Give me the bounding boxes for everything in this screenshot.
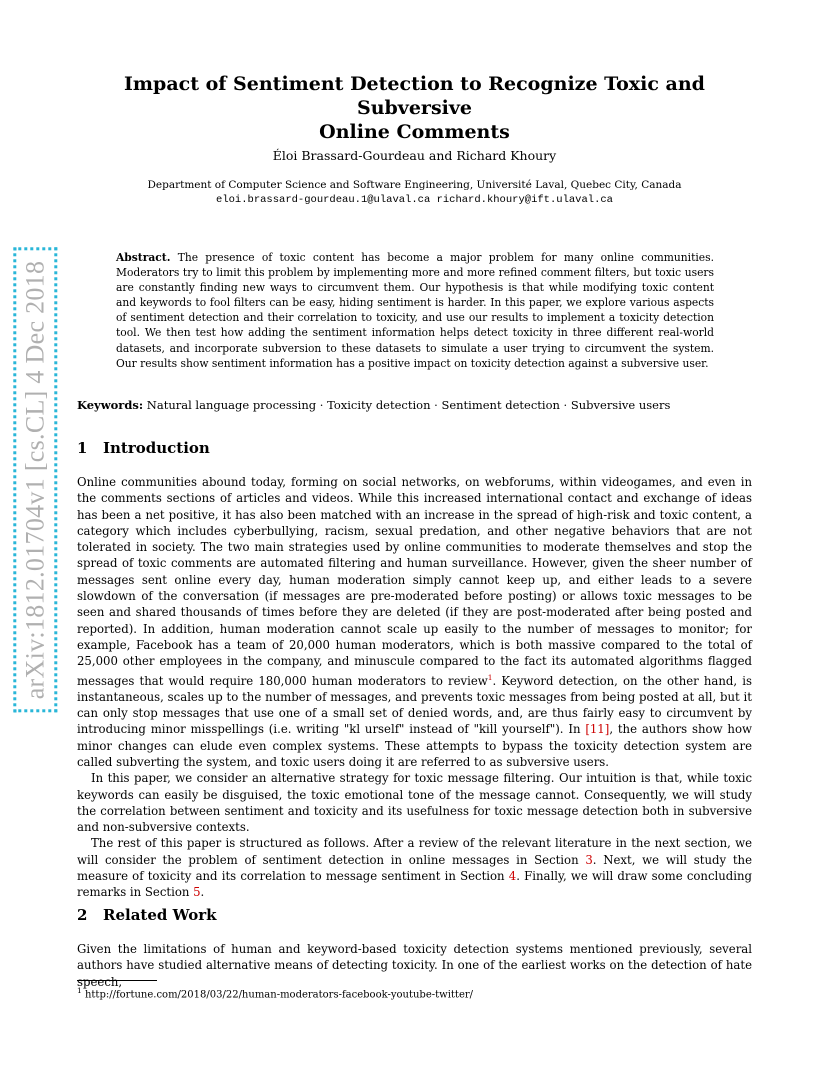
keywords-label: Keywords: — [77, 398, 144, 412]
intro-paragraph-2: In this paper, we consider an alternative strategy for toxic message filtering. Our intuition is that, while toxic keywords can easily be disguised, the toxic emotional tone of the message cannot. Consequently, we will study the correlation between sentiment and toxicity and its usefulness for toxic message detection both in subversive and non-subversive contexts. — [77, 771, 752, 835]
section-heading-related-work — [77, 906, 752, 924]
text-run: . Keyword detection, on the other hand, is instantaneous, scales up to the number of messages, and prevents toxic messages from being posted at all, but it can only stop messages that use one of a small set of denied words, and, are thus fairly easy to circumvent by introducing minor misspellings (i.e. writing "kl urself" instead of "kill yourself"). In — [77, 673, 752, 737]
text-run: , the authors show how minor changes can elude even complex systems. These attempts to bypass the toxicity detection system are called subverting the system, and toxic users doing it are referred to as subversive users. — [77, 722, 752, 769]
section-link[interactable]: 4 — [508, 869, 517, 884]
footnote-divider — [77, 980, 157, 981]
abstract-label: Abstract. — [116, 251, 171, 264]
abstract-text: The presence of toxic content has become a major problem for many online communities. Moderators try to limit this problem by implementing more and more refined comment filters, but toxic users are constantly finding new ways to circumvent them. Our hypothesis is that while modifying toxic content and keywords to fool filters can be easy, hiding sentiment is harder. In this paper, we explore various aspects of sentiment detection and their correlation to toxicity, and use our results to implement a toxicity detection tool. We then test how adding the sentiment information helps detect toxicity in three different real-world datasets, and incorporate subversion to these datasets to simulate a user trying to circumvent the system. Our results show sentiment information has a positive impact on toxicity detection against a subversive user. — [116, 251, 714, 370]
text-run: . — [200, 885, 205, 900]
section-number: 2 — [77, 906, 88, 924]
author-affiliation — [77, 178, 752, 208]
keywords — [77, 398, 752, 412]
paper-title-line-1: Impact of Sentiment Detection to Recognize Toxic and Subversive — [124, 73, 705, 119]
intro-paragraph-1 — [77, 474, 752, 770]
intro-paragraph-3 — [77, 835, 752, 900]
paper-title-line-2: Online Comments — [319, 121, 510, 143]
footnote-mark: 1 — [77, 986, 82, 995]
arxiv-identifier-text: arXiv:1812.01704v1 [cs.CL] 4 Dec 2018 — [13, 248, 57, 713]
author-emails: eloi.brassard-gourdeau.1@ulaval.ca richard.khoury@ift.ulaval.ca — [216, 194, 613, 206]
footnote-url[interactable]: http://fortune.com/2018/03/22/human-moderators-facebook-youtube-twitter/ — [84, 989, 474, 1001]
related-work-body: Given the limitations of human and keyword-based toxicity detection systems mentioned previously, several authors have studied alternative means of detecting toxicity. In one of the earliest works on the detection of hate speech, — [77, 942, 752, 989]
paper-title — [77, 72, 752, 144]
footnote-link[interactable]: 1 — [487, 672, 493, 682]
citation-link[interactable]: [11] — [585, 722, 610, 737]
section-title: Introduction — [103, 439, 210, 457]
abstract — [116, 250, 714, 371]
text-run: Online communities abound today, forming on social networks, on webforums, within videogames, and even in the comments sections of articles and videos. While this increased international contact and exchange of ideas has been a net positive, it has also been matched with an increase in the spread of high-risk and toxic content, a category which includes cyberbullying, racism, sexual predation, and other negative behaviors that are not tolerated in society. The two main strategies used by online communities to moderate themselves and stop the spread of toxic comments are automated filtering and human surveillance. However, given the sheer number of messages sent online every day, human moderation simply cannot keep up, and either leads to a severe slowdown of the conversation (if messages are pre-moderated before posting) or allows toxic messages to be seen and shared thousands of times before they are deleted (if they are post-moderated after being posted and reported). In addition, human moderation cannot scale up easily to the number of messages to monitor; for example, Facebook has a team of 20,000 human moderators, which is both massive compared to the total of 25,000 other employees in the company, and minuscule compared to the fact its automated algorithms flagged messages that would require 180,000 human moderators to review — [77, 475, 752, 688]
text-run: . Next, we will study the measure of toxicity and its correlation to message sentiment in Section — [77, 852, 752, 884]
keywords-text: Natural language processing · Toxicity detection · Sentiment detection · Subversive users — [146, 398, 671, 412]
introduction-body — [77, 474, 752, 901]
affiliation-text: Department of Computer Science and Software Engineering, Université Laval, Quebec City, Canada — [147, 179, 682, 191]
paper-authors: Éloi Brassard-Gourdeau and Richard Khoury — [272, 148, 557, 163]
section-title: Related Work — [103, 906, 217, 924]
footnote — [77, 986, 752, 1000]
section-link[interactable]: 3 — [585, 852, 593, 867]
arxiv-identifier-stamp — [13, 160, 57, 800]
section-number: 1 — [77, 439, 88, 457]
section-link[interactable]: 5 — [193, 885, 201, 900]
text-run: . Finally, we will draw some concluding remarks in Section — [77, 869, 752, 900]
text-run: The rest of this paper is structured as follows. After a review of the relevant literature in the next section, we will consider the problem of sentiment detection in online messages in Section — [77, 836, 752, 867]
section-heading-introduction — [77, 439, 752, 457]
